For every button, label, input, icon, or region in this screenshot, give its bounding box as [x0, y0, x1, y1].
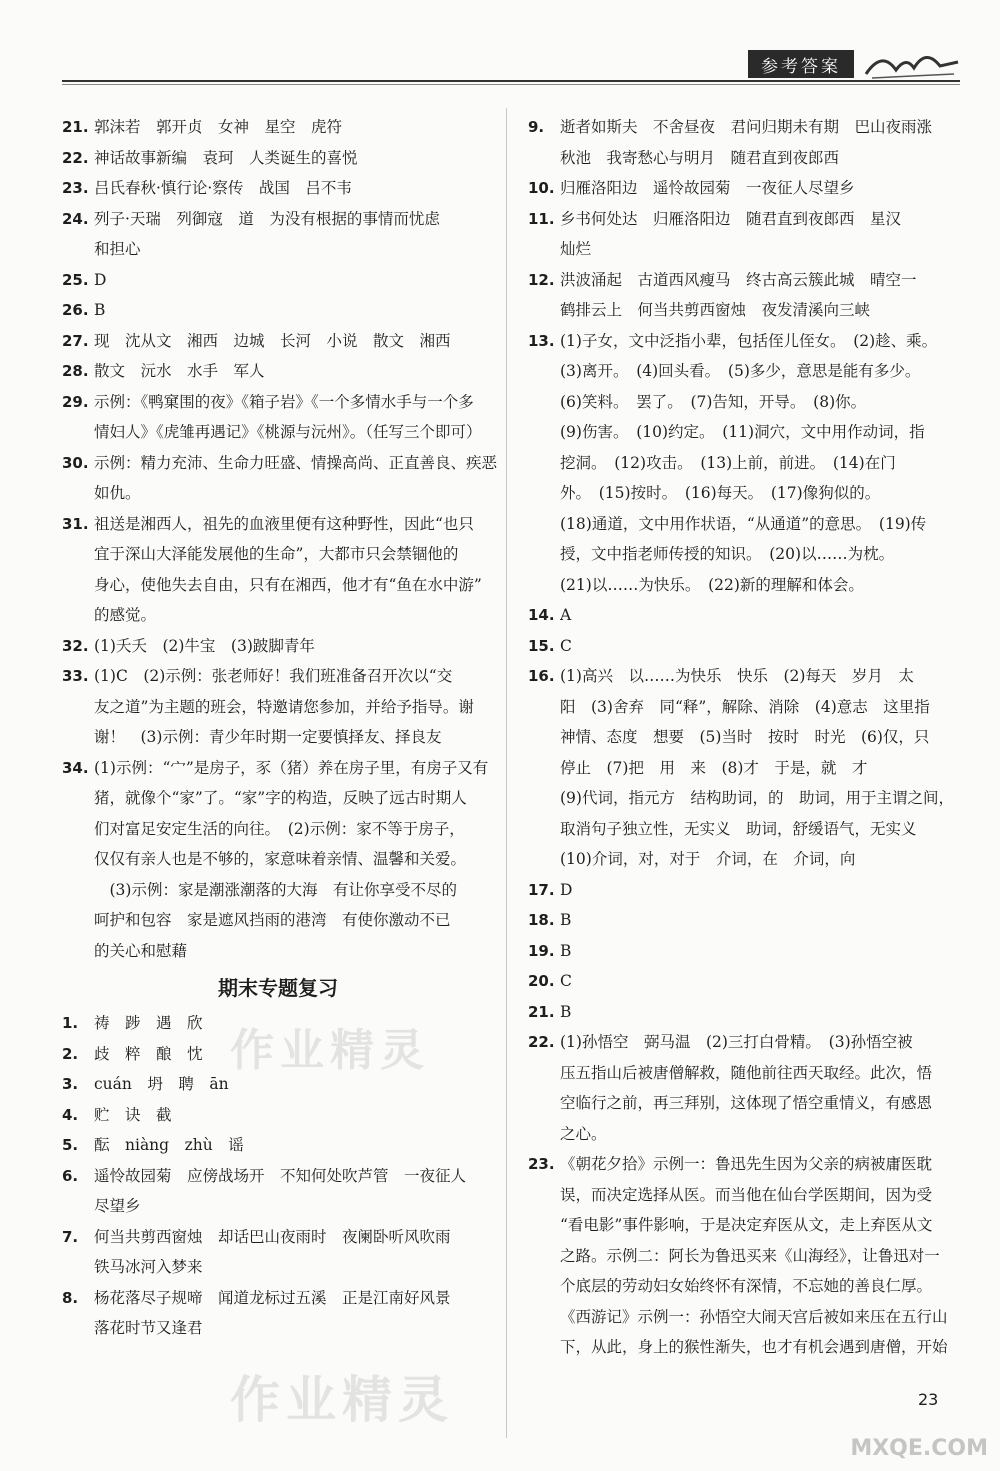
answer-text — [560, 966, 956, 997]
answer-line: 神话故事新编 袁珂 人类诞生的喜悦 — [94, 148, 358, 167]
answer-line: (1)示例：“宀”是房子，豕（猪）养在房子里，有房子又有 — [94, 758, 489, 777]
answer-number: 12. — [528, 270, 555, 289]
answer-line: 空临行之前，再三拜别，这体现了悟空重情义，有感恩 — [560, 1094, 933, 1112]
answer-line: 洪波涌起 古道西风瘦马 终古高云簇此城 晴空一 — [560, 270, 917, 289]
answer-line: 神情、态度 想要 (5)当时 按时 时光 (6)仅，只 — [560, 728, 930, 746]
answer-text — [94, 173, 494, 204]
answer-number: 23. — [528, 1155, 555, 1173]
answer-item — [62, 173, 494, 204]
answer-line: (3)示例：家是潮涨潮落的大海 有让你享受不尽的 — [94, 880, 457, 899]
answer-line: 示例：《鸭窠围的夜》《箱子岩》《一个多情水手与一个多 — [94, 392, 474, 411]
answer-text — [94, 387, 494, 448]
answer-item — [528, 997, 956, 1028]
answer-line: 落花时节又逢君 — [94, 1319, 203, 1337]
answer-line: 们对富足安定生活的向往。 (2)示例：家不等于房子， — [94, 819, 465, 838]
answer-line: 停止 (7)把 用 来 (8)才 于是，就 才 — [560, 758, 868, 777]
answer-line: 压五指山后被唐僧解救，随他前往西天取经。此次，悟 — [560, 1063, 933, 1082]
answer-line: B — [560, 911, 572, 929]
answer-text — [560, 600, 956, 631]
answer-item — [62, 1130, 494, 1161]
answer-line: 谢！ (3)示例：青少年时期一定要慎择友、择良友 — [94, 728, 442, 746]
answer-line: 取消句子独立性，无实义 助词，舒缓语气，无实义 — [560, 819, 917, 838]
answer-text — [94, 1283, 494, 1344]
answer-line: 之路。示例二：阿长为鲁迅买来《山海经》，让鲁迅对一 — [560, 1246, 940, 1265]
answer-text — [560, 997, 956, 1028]
answer-line: 歧 粹 酿 忱 — [94, 1044, 203, 1063]
answer-line: 遥怜故园菊 应傍战场开 不知何处吹芦管 一夜征人 — [94, 1166, 467, 1185]
answer-line: 身心，使他失去自由，只有在湘西，他才有“鱼在水中游” — [94, 575, 482, 594]
answer-line: “看电影”事件影响，于是决定弃医从文，走上弃医从文 — [560, 1216, 933, 1234]
answer-item — [528, 1149, 956, 1363]
answer-line: 个底层的劳动妇女始终怀有深情，不忘她的善良仁厚。 — [560, 1277, 933, 1295]
answer-line: 祷 踄 遇 欣 — [94, 1014, 203, 1032]
answer-line: 现 沈从文 湘西 边城 长河 小说 散文 湘西 — [94, 331, 451, 350]
answer-item — [528, 966, 956, 997]
header-label: 参考答案 — [748, 50, 854, 78]
answer-text — [94, 1130, 494, 1161]
answer-line: 祖送是湘西人，祖先的血液里便有这种野性，因此“也只 — [94, 514, 474, 533]
answer-text — [560, 265, 956, 326]
answer-number: 3. — [62, 1075, 79, 1093]
answer-text — [94, 509, 494, 631]
answer-line: 宜于深山大泽能发展他的生命”，大都市只会禁锢他的 — [94, 545, 459, 563]
answer-text — [560, 204, 956, 265]
answer-text — [560, 1027, 956, 1149]
answer-item — [528, 936, 956, 967]
watermark-site: MXQE.COM — [850, 1436, 988, 1461]
answer-text — [560, 173, 956, 204]
answer-item — [528, 600, 956, 631]
answer-item — [62, 387, 494, 448]
answer-line: 呵护和包容 家是遮风挡雨的港湾 有使你激动不已 — [94, 911, 451, 929]
answer-line: (9)代词，指元方 结构助词，的 助词，用于主谓之间， — [560, 789, 954, 807]
answer-text — [94, 295, 494, 326]
answer-line: 猪，就像个“家”了。“家”字的构造，反映了远古时期人 — [94, 789, 467, 807]
answer-item — [62, 265, 494, 296]
answer-line: 逝者如斯夫 不舍昼夜 君问归期未有期 巴山夜雨涨 — [560, 118, 933, 136]
answer-number: 30. — [62, 453, 89, 472]
answer-text — [560, 326, 956, 601]
answer-number: 25. — [62, 270, 89, 289]
answer-number: 6. — [62, 1166, 79, 1185]
answer-item — [62, 295, 494, 326]
answer-line: 乡书何处达 归雁洛阳边 随君直到夜郎西 星汉 — [560, 209, 902, 228]
answer-line: (18)通道，文中用作状语，“从通道”的意思。 (19)传 — [560, 514, 927, 533]
answer-line: (1)夭夭 (2)牛宝 (3)跛脚青年 — [94, 636, 315, 655]
answer-item — [62, 631, 494, 662]
answer-item — [62, 448, 498, 509]
answer-text — [560, 875, 956, 906]
answer-number: 18. — [528, 911, 555, 929]
answer-text — [94, 326, 494, 357]
answer-text — [94, 204, 494, 265]
watermark-text: 作业精灵 — [230, 1025, 430, 1076]
answer-number: 15. — [528, 636, 555, 655]
answer-number: 1. — [62, 1014, 79, 1032]
answer-line: 散文 沅水 水手 军人 — [94, 362, 265, 380]
answer-item — [62, 204, 494, 265]
answer-number: 8. — [62, 1288, 79, 1307]
answer-line: 如仇。 — [94, 484, 141, 502]
answer-text — [94, 1161, 494, 1222]
answer-line: (1)高兴 以……为快乐 快乐 (2)每天 岁月 太 — [560, 667, 914, 685]
answer-line: 灿烂 — [560, 240, 592, 258]
answer-number: 28. — [62, 362, 89, 380]
answer-item — [62, 753, 494, 967]
answer-text — [94, 1100, 494, 1131]
answer-item — [528, 875, 956, 906]
answer-item — [62, 1283, 494, 1344]
answer-text — [94, 631, 494, 662]
answer-item — [62, 143, 494, 174]
answer-line: D — [94, 270, 107, 289]
answer-line: (1)子女，文中泛指小辈，包括侄儿侄女。 (2)趁、乘。 — [560, 331, 938, 350]
answer-item — [528, 265, 956, 326]
answer-line: B — [94, 301, 106, 319]
answer-number: 26. — [62, 301, 89, 319]
answer-line: (9)伤害。 (10)约定。 (11)洞穴，文中用作动词，指 — [560, 423, 925, 441]
answer-number: 14. — [528, 606, 555, 624]
answer-text — [560, 112, 956, 173]
answer-line: (10)介词，对，对于 介词，在 介词，向 — [560, 850, 856, 868]
column-divider — [506, 108, 507, 1438]
answer-number: 4. — [62, 1105, 79, 1124]
answer-line: 和担心 — [94, 240, 141, 258]
answer-number: 22. — [62, 148, 89, 167]
answer-line: 示例：精力充沛、生命力旺盛、情操高尚、正直善良、疾恶 — [94, 453, 498, 472]
answer-line: 铁马冰河入梦来 — [94, 1258, 203, 1276]
answer-line: (1)C (2)示例：张老师好！我们班准备召开次以“交 — [94, 667, 453, 685]
answer-line: cuán 坍 聘 ān — [94, 1075, 229, 1093]
answer-line: (6)笑料。 罢了。 (7)告知，开导。 (8)你。 — [560, 392, 867, 411]
answer-item — [528, 326, 956, 601]
left-column — [62, 112, 498, 1344]
right-column — [528, 112, 956, 1363]
answer-number: 29. — [62, 392, 89, 411]
answer-text — [94, 356, 494, 387]
answer-line: 友之道”为主题的班会，特邀请您参加，并给予指导。谢 — [94, 697, 474, 716]
answer-number: 21. — [62, 118, 89, 136]
answer-line: 鹤排云上 何当共剪西窗烛 夜发清溪向三峡 — [560, 301, 871, 319]
header-rule — [62, 80, 960, 82]
answer-line: 阳 (3)舍弃 同“释”，解除、消除 (4)意志 这里指 — [560, 697, 930, 716]
answer-number: 7. — [62, 1227, 79, 1246]
answer-number: 33. — [62, 667, 89, 685]
answer-number: 22. — [528, 1033, 555, 1051]
answer-number: 2. — [62, 1044, 79, 1063]
answer-text — [94, 1222, 494, 1283]
right-answer-list — [528, 112, 956, 1363]
answer-number: 16. — [528, 667, 555, 685]
answer-text — [94, 265, 494, 296]
answer-line: 归雁洛阳边 遥怜故园菊 一夜征人尽望乡 — [560, 179, 855, 197]
answer-text — [560, 936, 956, 967]
answer-text — [94, 661, 494, 753]
answer-number: 11. — [528, 209, 555, 228]
answer-number: 24. — [62, 209, 89, 228]
answer-line: 《朝花夕拾》示例一：鲁迅先生因为父亲的病被庸医耽 — [560, 1155, 933, 1173]
answer-number: 21. — [528, 1002, 555, 1021]
answer-line: 误，而决定选择从医。而当他在仙台学医期间，因为受 — [560, 1185, 933, 1204]
answer-item — [62, 1100, 494, 1131]
left-answer-list — [62, 112, 498, 966]
answer-line: B — [560, 941, 572, 960]
answer-number: 32. — [62, 636, 89, 655]
answer-line: B — [560, 1002, 572, 1021]
answer-line: 郭沫若 郭开贞 女神 星空 虎符 — [94, 118, 343, 136]
answer-text — [560, 631, 956, 662]
answer-line: 吕氏春秋·慎行论·察传 战国 吕不韦 — [94, 179, 352, 197]
answer-line: 的关心和慰藉 — [94, 941, 188, 960]
answer-text — [94, 753, 494, 967]
answer-line: C — [560, 972, 572, 990]
answer-line: 酝 niàng zhù 谣 — [94, 1136, 244, 1154]
answer-item — [528, 204, 956, 265]
answer-item — [62, 509, 494, 631]
answer-line: 的感觉。 — [94, 606, 157, 624]
answer-line: 仅仅有亲人也是不够的，家意味着亲情、温馨和关爱。 — [94, 850, 467, 868]
answer-line: 贮 诀 截 — [94, 1105, 172, 1124]
answer-text — [560, 905, 956, 936]
answer-item — [62, 112, 494, 143]
answer-item — [62, 1161, 494, 1222]
answer-line: (3)离开。 (4)回头看。 (5)多少，意思是能有多少。 — [560, 362, 921, 380]
answer-item — [528, 661, 956, 875]
answer-line: 授，文中指老师传授的知识。 (20)以……为枕。 — [560, 545, 895, 563]
answer-item — [62, 326, 494, 357]
answer-line: 秋池 我寄愁心与明月 随君直到夜郎西 — [560, 148, 840, 167]
answer-item — [62, 661, 494, 753]
answer-line: 情妇人》《虎雏再遇记》《桃源与沅州》。（任写三个即可） — [94, 423, 482, 441]
watermark-text-bottom: 作业精灵 — [230, 1371, 454, 1429]
answer-line: 下，从此，身上的猴性渐失，也才有机会遇到唐僧，开始 — [560, 1338, 948, 1356]
answer-number: 20. — [528, 972, 555, 990]
answer-item — [528, 112, 956, 173]
answer-text — [94, 143, 494, 174]
answer-line: 列子·天瑞 列御寇 道 为没有根据的事情而忧虑 — [94, 209, 440, 228]
answer-item — [528, 631, 956, 662]
answer-text — [560, 1149, 956, 1363]
answer-number: 10. — [528, 179, 555, 197]
answer-number: 34. — [62, 758, 89, 777]
answer-number: 27. — [62, 331, 89, 350]
answer-number: 19. — [528, 941, 555, 960]
answer-item — [528, 1027, 956, 1149]
answer-line: D — [560, 880, 573, 899]
answer-item — [528, 173, 956, 204]
answer-line: 外。 (15)按时。 (16)每天。 (17)像狗似的。 — [560, 484, 881, 502]
answer-number: 13. — [528, 331, 555, 350]
answer-item — [528, 905, 956, 936]
answer-line: 杨花落尽子规啼 闻道龙标过五溪 正是江南好风景 — [94, 1288, 451, 1307]
answer-line: 尽望乡 — [94, 1197, 141, 1215]
section-title: 期末专题复习 — [218, 976, 338, 1000]
answer-number: 17. — [528, 880, 555, 899]
answer-text — [560, 661, 956, 875]
answer-line: (21)以……为快乐。 (22)新的理解和体会。 — [560, 575, 864, 594]
answer-number: 5. — [62, 1136, 79, 1154]
answer-line: (1)孙悟空 弼马温 (2)三打白骨精。 (3)孙悟空被 — [560, 1033, 913, 1051]
answer-line: 何当共剪西窗烛 却话巴山夜雨时 夜阑卧听风吹雨 — [94, 1227, 451, 1246]
answer-item — [62, 356, 494, 387]
answer-line: 挖洞。 (12)攻击。 (13)上前，前进。 (14)在门 — [560, 453, 896, 472]
answer-item — [62, 1222, 494, 1283]
answer-line: C — [560, 636, 572, 655]
answer-text — [94, 448, 497, 509]
header-rule-thin — [62, 84, 960, 85]
header-decoration-icon — [862, 44, 962, 84]
answer-number: 9. — [528, 118, 545, 136]
answer-text — [94, 112, 494, 143]
answer-line: 《西游记》示例一：孙悟空大闹天宫后被如来压在五行山 — [560, 1307, 948, 1326]
answer-line: A — [560, 606, 572, 624]
page-number: 23 — [918, 1390, 939, 1409]
answer-number: 31. — [62, 514, 89, 533]
answer-number: 23. — [62, 179, 89, 197]
answer-line: 之心。 — [560, 1124, 607, 1143]
